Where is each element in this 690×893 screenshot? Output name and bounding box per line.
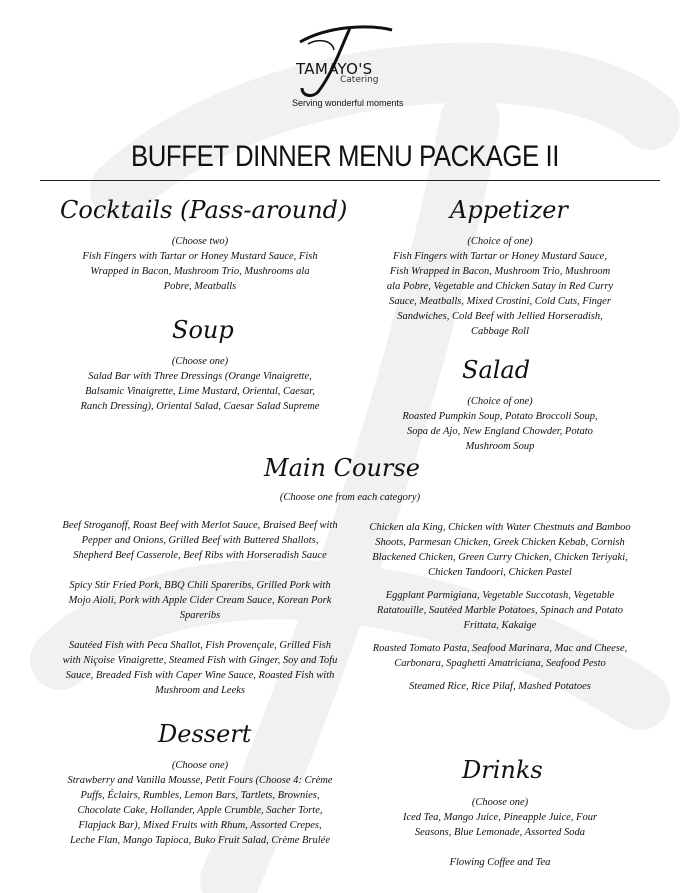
logo-subtitle: Catering bbox=[340, 75, 379, 85]
salad-note: (Choice of one) bbox=[467, 396, 533, 407]
dessert-items: Strawberry and Vanilla Mousse, Petit Fours (Choose 4: Crème Puffs, Éclairs, Rumbles, Lemon Bars, Tartlets, Brownies, Chocolate Cake, Hollander, Apple Crumble, Sacher Torte, Flapjack Bar), Mixed Fruits with Rhum, Assorted Crepes, Leche Flan, Mango Tapioca, Buko Fruit Salad, Crème Brulée bbox=[67, 775, 333, 846]
main-course-heading: Main Course bbox=[264, 454, 420, 482]
soup-note: (Choose one) bbox=[171, 356, 229, 367]
logo-tagline: Serving wonderful moments bbox=[292, 98, 404, 108]
logo-name: TAMAYO'S bbox=[296, 60, 373, 78]
main-course-left-item: Beef Stroganoff, Roast Beef with Merlot Sauce, Braised Beef with Pepper and Onions, Grilled Beef with Buttered Shallots, Shepherd Beef Casserole, Beef Ribs with Horseradish Sauce bbox=[62, 520, 338, 561]
dessert-section bbox=[66, 758, 334, 848]
drinks-note: (Choose one) bbox=[471, 797, 529, 808]
appetizer-heading: Appetizer bbox=[450, 196, 568, 224]
soup-items: Salad Bar with Three Dressings (Orange Vinaigrette, Balsamic Vinaigrette, Lime Mustard, Oriental, Caesar, Ranch Dressing), Oriental Salad, Caesar Salad Supreme bbox=[80, 371, 320, 412]
main-course-right-column bbox=[364, 520, 636, 694]
cocktails-items: Fish Fingers with Tartar or Honey Mustard Sauce, Fish Wrapped in Bacon, Mushroom Trio, Mushrooms ala Pobre, Meatballs bbox=[82, 251, 318, 292]
logo bbox=[288, 20, 404, 112]
drinks-heading: Drinks bbox=[462, 756, 543, 784]
drinks-extra: Flowing Coffee and Tea bbox=[449, 857, 551, 868]
cocktails-heading: Cocktails (Pass-around) bbox=[60, 196, 348, 224]
salad-section bbox=[392, 394, 608, 454]
appetizer-items: Fish Fingers with Tartar or Honey Mustard Sauce, Fish Wrapped in Bacon, Mushroom Trio, Mushroom ala Pobre, Vegetable and Chicken Satay in Red Curry Sauce, Meatballs, Mixed Crostini, Cold Cuts, Finger Sandwiches, Cold Beef with Jellied Horseradish, Cabbage Roll bbox=[386, 251, 614, 337]
main-course-left-item: Spicy Stir Fried Pork, BBQ Chili Spareribs, Grilled Pork with Mojo Aioli, Pork with Apple Cider Cream Sauce, Korean Pork Spareribs bbox=[68, 580, 332, 621]
dessert-note: (Choose one) bbox=[171, 760, 229, 771]
salad-heading: Salad bbox=[462, 356, 531, 384]
main-course-right-item: Steamed Rice, Rice Pilaf, Mashed Potatoes bbox=[409, 681, 591, 692]
title-divider bbox=[40, 180, 660, 181]
drinks-section bbox=[396, 795, 604, 870]
soup-heading: Soup bbox=[172, 316, 234, 344]
cocktails-section bbox=[76, 234, 324, 294]
main-course-left-column bbox=[62, 518, 338, 698]
appetizer-note: (Choice of one) bbox=[467, 236, 533, 247]
salad-items: Roasted Pumpkin Soup, Potato Broccoli Soup, Sopa de Ajo, New England Chowder, Potato Mushroom Soup bbox=[402, 411, 598, 452]
dessert-heading: Dessert bbox=[158, 720, 252, 748]
main-course-right-item: Eggplant Parmigiana, Vegetable Succotash, Vegetable Ratatouille, Sautéed Marble Potatoes, Spinach and Potato Frittata, Kakaige bbox=[376, 590, 624, 631]
main-course-right-item: Roasted Tomato Pasta, Seafood Marinara, Mac and Cheese, Carbonara, Spaghetti Amatriciana, Seafood Pesto bbox=[372, 643, 628, 669]
main-course-left-item: Sautéed Fish with Peca Shallot, Fish Provençale, Grilled Fish with Niçoise Vinaigrette, Steamed Fish with Ginger, Soy and Tofu Sauce, Breaded Fish with Caper Wine Sauce, Roasted Fish with Mushroom and Leeks bbox=[62, 640, 338, 696]
appetizer-section bbox=[384, 234, 616, 339]
soup-section bbox=[76, 354, 324, 414]
cocktails-note: (Choose two) bbox=[171, 236, 229, 247]
main-course-note: (Choose one from each category) bbox=[279, 492, 421, 503]
main-course-right-item: Chicken ala King, Chicken with Water Chestnuts and Bamboo Shoots, Parmesan Chicken, Greek Chicken Kebab, Cornish Blackened Chicken, Green Curry Chicken, Chicken Teriyaki, Chicken Tandoori, Chicken Pastel bbox=[369, 522, 631, 578]
drinks-items: Iced Tea, Mango Juice, Pineapple Juice, Four Seasons, Blue Lemonade, Assorted Soda bbox=[402, 812, 598, 838]
page-title: BUFFET DINNER MENU PACKAGE II bbox=[130, 140, 560, 173]
